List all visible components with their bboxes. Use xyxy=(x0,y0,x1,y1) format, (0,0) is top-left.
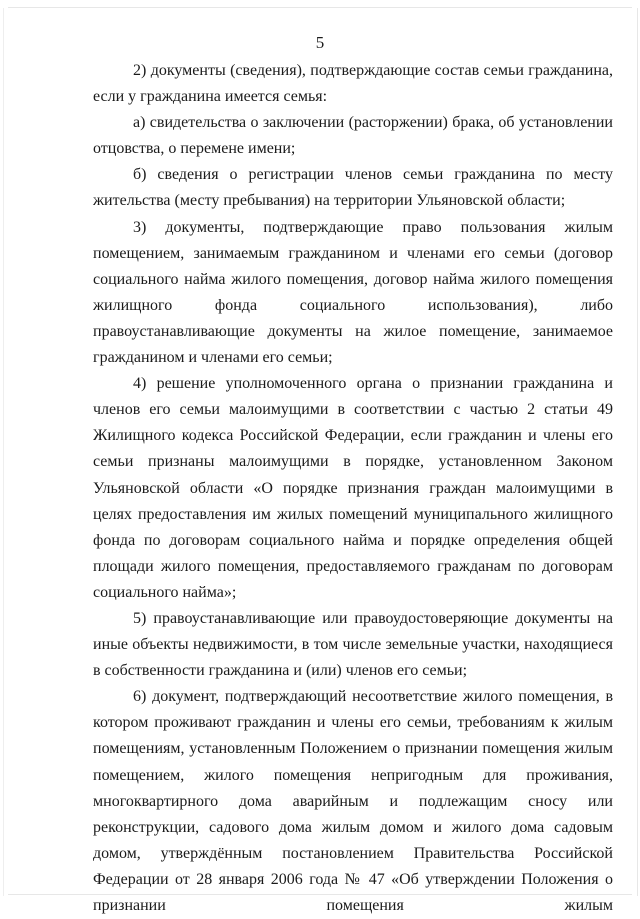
paragraph-item-3: 3) документы, подтверждающие право пользования жилым помещением, занимаемым гражданином и членами его семьи (договор социального найма жилого помещения, договор найма жилого помещения жилищного фонда социального использования), либо правоустанавливающие документы на жилое помещение, занимаемое гражданином и членами его семьи; xyxy=(93,218,613,367)
scan-edge-top xyxy=(8,7,632,8)
paragraph-item-5: 5) правоустанавливающие или правоудостоверяющие документы на иные объекты недвижимости, в том числе земельные участки, находящиеся в собственности гражданина и (или) членов его семьи; xyxy=(93,609,613,680)
paragraph-item-4: 4) решение уполномоченного органа о признании гражданина и членов его семьи малоимущими в соответствии с частью 2 статьи 49 Жилищного кодекса Российской Федерации, если гражданин и члены его семьи признаны малоимущими в порядке, установленном Законом Ульяновской области «О порядке признания граждан малоимущими в целях предоставления им жилых помещений муниципального жилищного фонда по договорам социального найма и порядке определения общей площади жилого помещения, предоставляемого гражданам по договорам социального найма»; xyxy=(93,375,613,601)
paragraph-item-2: 2) документы (сведения), подтверждающие состав семьи гражданина, если у гражданина имеется семья: xyxy=(93,62,613,106)
paragraph-item-6: 6) документ, подтверждающий несоответствие жилого помещения, в котором проживают гражданин и члены его семьи, требованиям к жилым помещениям, установленным Положением о признании помещения жилым помещением, жилого помещения непригодным для проживания, многоквартирного дома аварийным и подлежащим сносу или реконструкции, садового дома жилым домом и жилого дома садовым домом, утверждённым постановлением Правительства Российской Федерации от 28 января 2006 года № 47 «Об утверждении Положения о признании помещения жилым xyxy=(93,688,613,914)
document-body xyxy=(93,58,613,919)
paragraph-subitem-a: а) свидетельства о заключении (расторжении) брака, об установлении отцовства, о перемене имени; xyxy=(93,114,613,158)
scan-edge-left xyxy=(3,8,4,896)
scan-edge-right xyxy=(637,8,638,896)
paragraph-subitem-b: б) сведения о регистрации членов семьи гражданина по месту жительства (месту пребывания) на территории Ульяновской области; xyxy=(93,166,613,210)
page-number: 5 xyxy=(315,33,325,52)
